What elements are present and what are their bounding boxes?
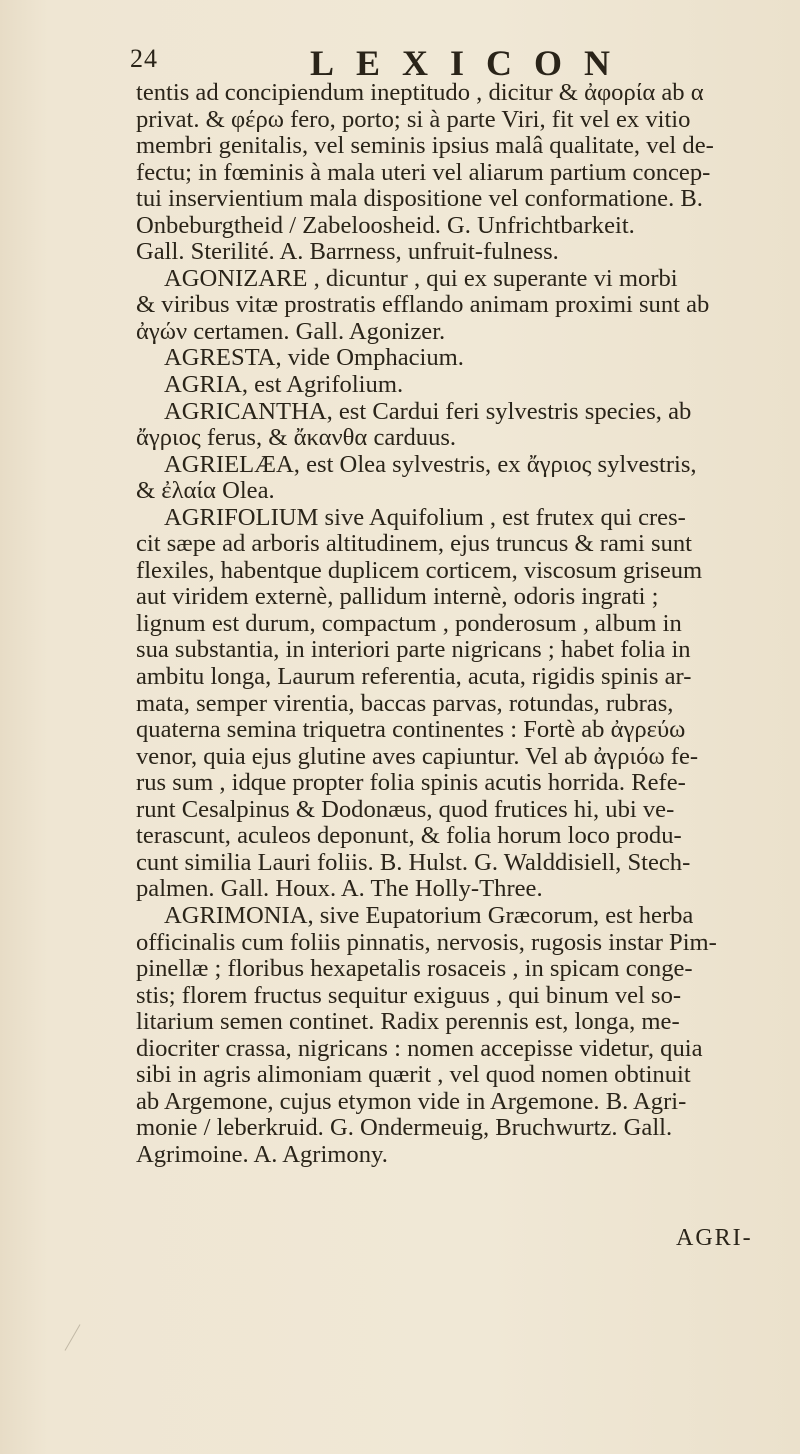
text-line: privat. & φέρω fero, porto; si à parte Viri, fit vel ex vitio — [136, 106, 691, 133]
text-line: cunt similia Lauri foliis. B. Hulst. G. Walddisiell, Stech- — [136, 849, 691, 876]
text-line: & ἐλαία Olea. — [136, 478, 275, 505]
text-line: cit sæpe ad arboris altitudinem, ejus truncus & rami sunt — [136, 531, 692, 558]
entry-agresta: AGRESTA, vide Omphacium. — [164, 345, 464, 372]
text-line: rus sum , idque propter folia spinis acutis horrida. Refe- — [136, 770, 686, 797]
text-line: flexiles, habentque duplicem corticem, viscosum griseum — [136, 557, 703, 584]
text-line: officinalis cum foliis pinnatis, nervosis, rugosis instar Pim- — [136, 929, 717, 956]
text-line: monie / leberkruid. G. Ondermeuig, Bruchwurtz. Gall. — [136, 1115, 673, 1142]
text-line: ambitu longa, Laurum referentia, acuta, rigidis spinis ar- — [136, 664, 692, 691]
ink-stroke-mark — [65, 1324, 107, 1365]
text-line: litarium semen continet. Radix perennis est, longa, me- — [136, 1009, 680, 1036]
text-line: quaterna semina triquetra continentes : Fortè ab ἀγρεύω — [136, 717, 686, 744]
text-line: runt Cesalpinus & Dodonæus, quod frutices hi, ubi ve- — [136, 796, 675, 823]
page-number: 24 — [130, 44, 158, 73]
text-line: terascunt, aculeos deponunt, & folia horum loco produ- — [136, 823, 682, 850]
text-line: Gall. Sterilité. A. Barrness, unfruit-fulness. — [136, 239, 559, 266]
running-head: LEXICON — [310, 43, 633, 83]
text-line: diocriter crassa, nigricans : nomen accepisse videtur, quia — [136, 1035, 703, 1062]
text-line: ἄγριος ferus, & ἄκανθα carduus. — [136, 425, 457, 452]
text-line: sua substantia, in interiori parte nigricans ; habet folia in — [136, 637, 691, 664]
text-line: sibi in agris alimoniam quærit , vel quod nomen obtinuit — [136, 1062, 691, 1089]
text-line: pinellæ ; floribus hexapetalis rosaceis , in spicam conge- — [136, 956, 693, 983]
entry-agonizare: AGONIZARE , dicuntur , qui ex superante vi morbi — [164, 265, 678, 292]
text-line: mata, semper virentia, baccas parvas, rotundas, rubras, — [136, 690, 674, 717]
entry-agrifolium: AGRIFOLIUM sive Aquifolium , est frutex qui cres- — [164, 504, 686, 531]
text-line: ἀγών certamen. Gall. Agonizer. — [136, 318, 446, 345]
entry-agrielaea: AGRIELÆA, est Olea sylvestris, ex ἄγριος sylvestris, — [164, 451, 697, 478]
page-header — [130, 42, 770, 82]
text-line: membri genitalis, vel seminis ipsius malâ qualitate, vel de- — [136, 133, 714, 160]
entry-agrimonia: AGRIMONIA, sive Eupatorium Græcorum, est herba — [164, 902, 694, 929]
text-line: lignum est durum, compactum , ponderosum , album in — [136, 610, 682, 637]
text-line: tui inservientium mala dispositione vel conformatione. B. — [136, 186, 703, 213]
text-line: aut viridem externè, pallidum internè, odoris ingrati ; — [136, 584, 659, 611]
text-line: palmen. Gall. Houx. A. The Holly-Three. — [136, 876, 543, 903]
text-line: Agrimoine. A. Agrimony. — [136, 1141, 388, 1168]
text-line: Onbeburgtheid / Zabeloosheid. G. Unfrichtbarkeit. — [136, 212, 635, 239]
text-line: venor, quia ejus glutine aves capiuntur. Vel ab ἀγριόω fe- — [136, 743, 699, 770]
text-line: stis; florem fructus sequitur exiguus , qui binum vel so- — [136, 982, 682, 1009]
catchword: AGRI- — [676, 1225, 753, 1251]
entry-agria: AGRIA, est Agrifolium. — [164, 372, 404, 399]
entry-agricantha: AGRICANTHA, est Cardui feri sylvestris species, ab — [164, 398, 692, 425]
text-line: tentis ad concipiendum ineptitudo , dicitur & ἀφορία ab α — [136, 80, 704, 106]
text-line: ab Argemone, cujus etymon vide in Argemone. B. Agri- — [136, 1088, 687, 1115]
body-text — [136, 80, 790, 1168]
text-line: fectu; in fœminis à mala uteri vel aliarum partium concep- — [136, 159, 711, 186]
text-line: & viribus vitæ prostratis efflando animam proximi sunt ab — [136, 292, 710, 319]
